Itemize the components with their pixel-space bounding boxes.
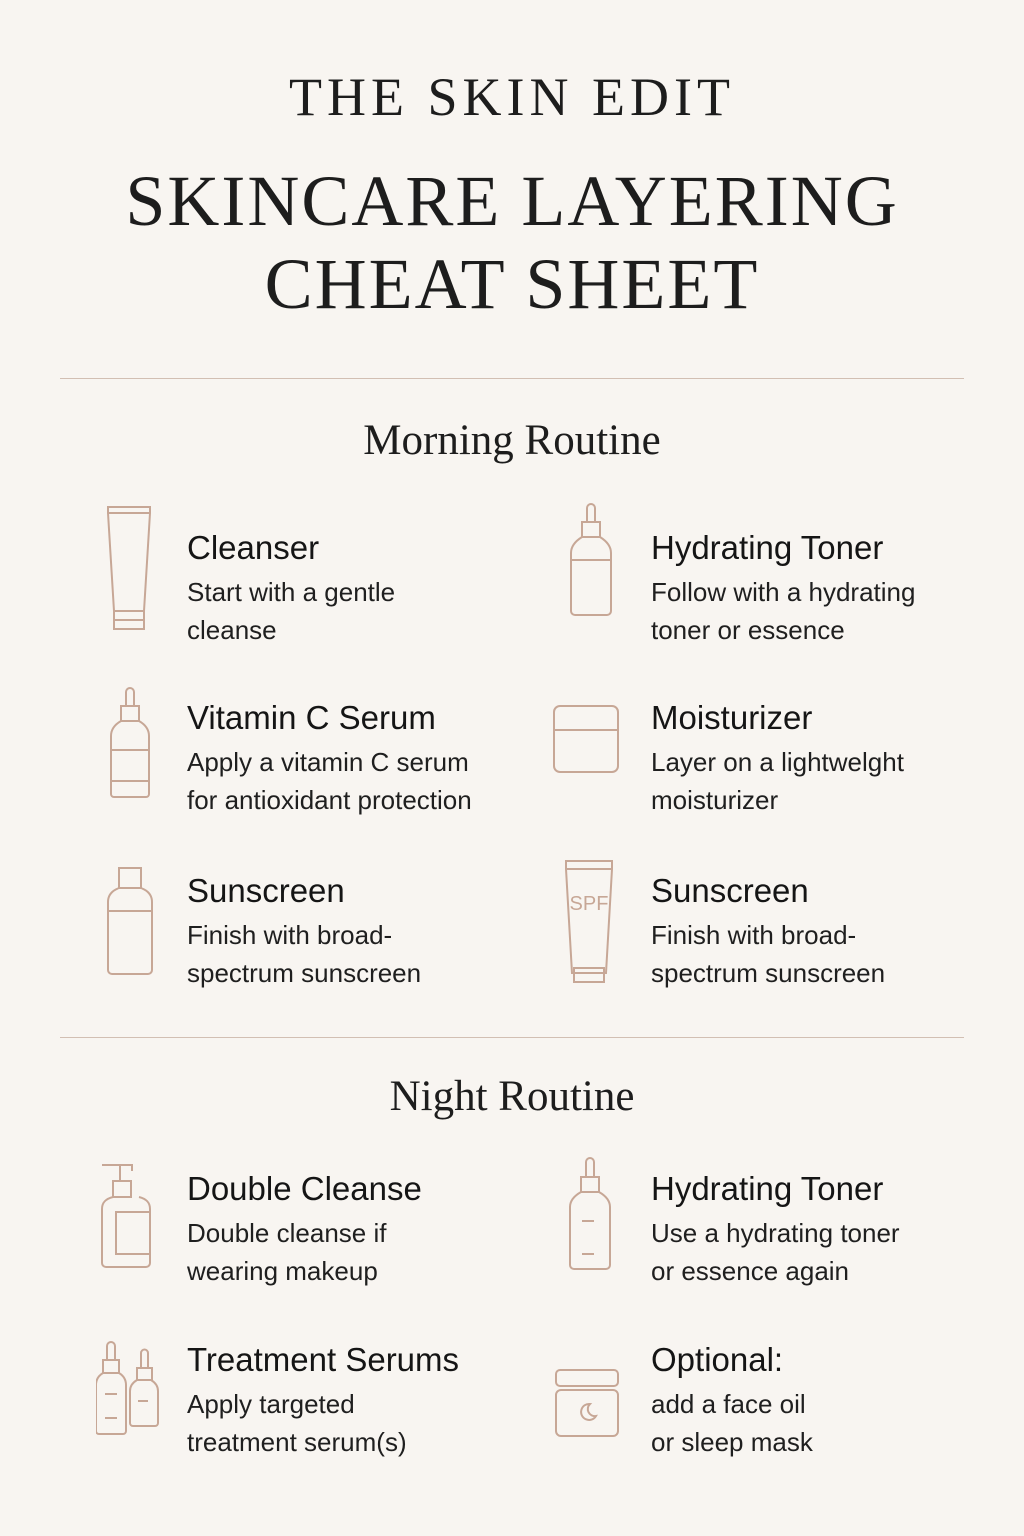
page-title-line1: SKINCARE LAYERING: [125, 161, 899, 241]
step-desc: or essence again: [651, 1256, 850, 1286]
bottle-icon: [106, 866, 154, 978]
step-desc: Follow with a hydrating: [651, 577, 916, 607]
pump-bottle-icon: [100, 1162, 154, 1270]
step-title: Optional:: [651, 1341, 784, 1378]
step-desc: cleanse: [187, 615, 277, 645]
step-title: Sunscreen: [187, 872, 345, 909]
dropper-bottle-icon: [566, 502, 616, 618]
step-desc: wearing makeup: [187, 1256, 378, 1286]
step-sunscreen-spf: [651, 871, 1011, 992]
page-title-line2: CHEAT SHEET: [264, 244, 760, 324]
step-desc: Apply a vitamin C serum: [187, 747, 469, 777]
divider: [60, 1037, 964, 1038]
jar-icon: [552, 704, 622, 776]
step-desc: toner or essence: [651, 615, 845, 645]
step-title: Moisturizer: [651, 699, 813, 736]
step-cleanser: [187, 528, 547, 649]
tube-icon: [104, 504, 154, 634]
step-hydrating-toner: [651, 528, 1011, 649]
step-desc: Use a hydrating toner: [651, 1218, 900, 1248]
step-desc: for antioxidant protection: [187, 785, 472, 815]
spf-label: SPF: [569, 893, 609, 915]
step-desc: or sleep mask: [651, 1427, 813, 1457]
morning-heading: Morning Routine: [363, 417, 661, 464]
step-desc: spectrum sunscreen: [651, 958, 886, 988]
night-jar-icon: [554, 1368, 622, 1438]
step-desc: moisturizer: [651, 785, 779, 815]
step-desc: treatment serum(s): [187, 1427, 407, 1457]
step-desc: Start with a gentle: [187, 577, 396, 607]
step-desc: Finish with broad-: [187, 920, 393, 950]
step-desc: spectrum sunscreen: [187, 958, 422, 988]
step-title: Vitamin C Serum: [187, 699, 436, 736]
dropper-bottle-icon: [568, 1155, 612, 1271]
brand-name: THE SKIN EDIT: [289, 67, 735, 127]
dropper-bottle-icon: [108, 686, 154, 800]
step-desc: Apply targeted: [187, 1389, 355, 1419]
step-treatment-serums: [187, 1340, 547, 1461]
step-moisturizer: [651, 698, 1011, 819]
step-desc: add a face oil: [651, 1389, 806, 1419]
step-desc: Layer on a lightwelght: [651, 747, 904, 777]
divider: [60, 378, 964, 379]
spf-tube-icon: [561, 858, 617, 984]
step-title: Hydrating Toner: [651, 529, 884, 566]
step-title: Sunscreen: [651, 872, 809, 909]
step-vitamin-c: [187, 698, 547, 819]
step-desc: Finish with broad-: [651, 920, 857, 950]
two-bottles-icon: [96, 1340, 162, 1436]
step-sunscreen: [187, 871, 547, 992]
step-double-cleanse: [187, 1169, 547, 1290]
night-heading: Night Routine: [389, 1073, 635, 1120]
step-desc: Double cleanse if: [187, 1218, 387, 1248]
step-title: Hydrating Toner: [651, 1170, 884, 1207]
step-night-toner: [651, 1169, 1011, 1290]
step-optional: [651, 1340, 1011, 1461]
step-title: Cleanser: [187, 529, 320, 566]
step-title: Treatment Serums: [187, 1341, 460, 1378]
step-title: Double Cleanse: [187, 1170, 422, 1207]
